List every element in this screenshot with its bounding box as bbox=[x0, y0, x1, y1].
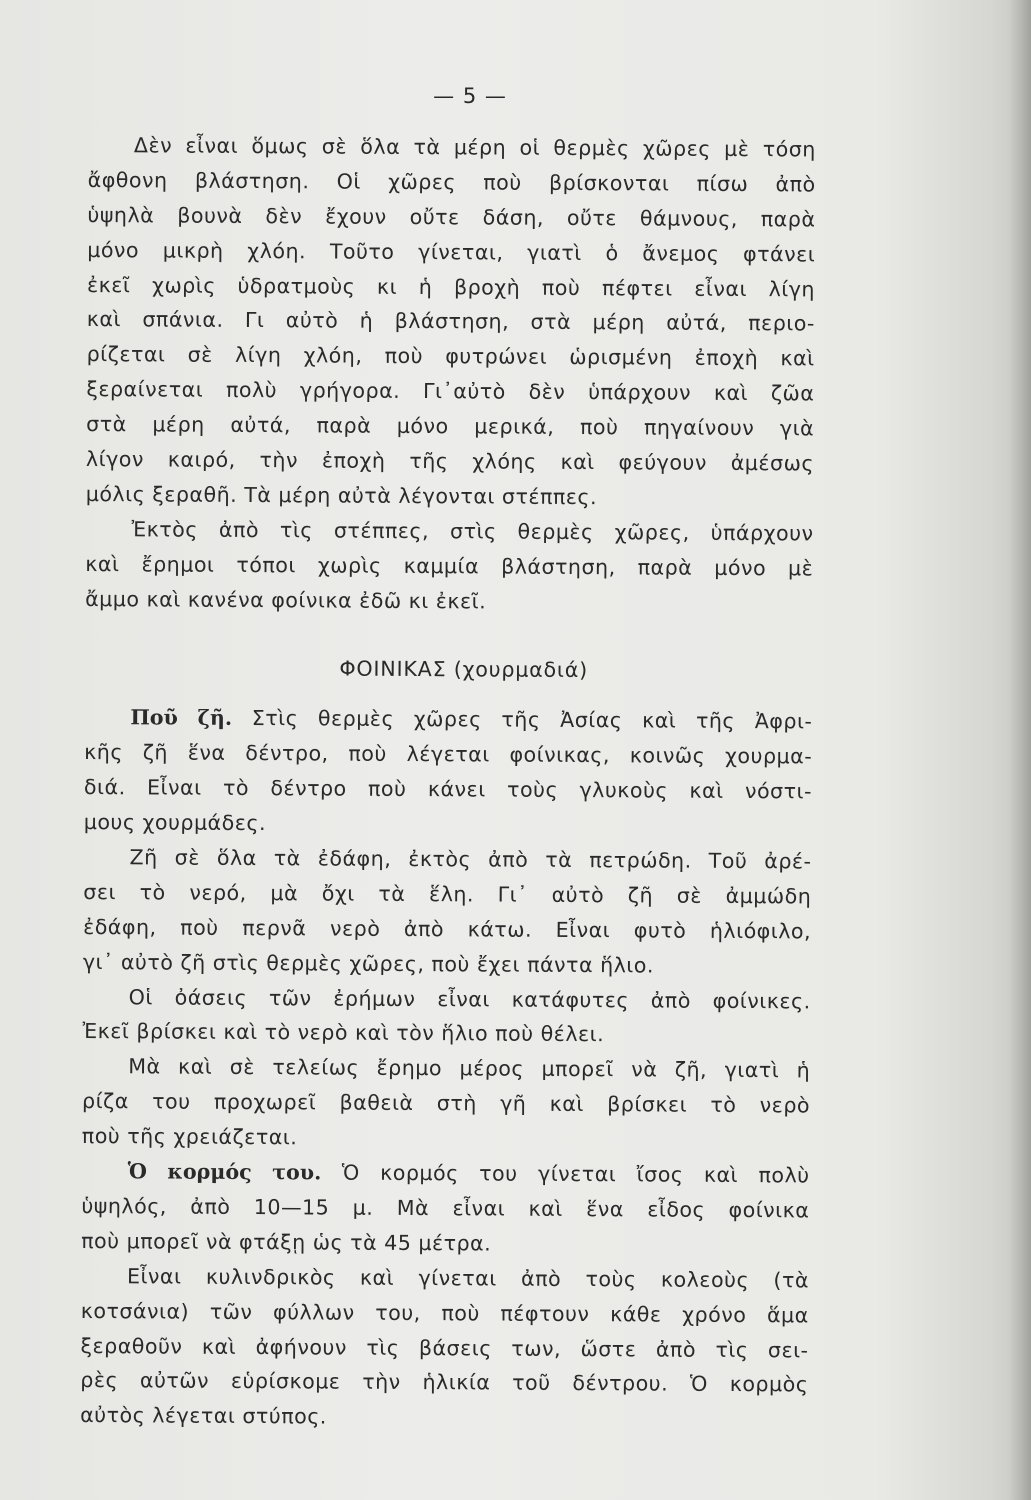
text-line: Εἶναι κυλινδρικὸς καὶ γίνεται ἀπὸ τοὺς κολεοὺς (τὰ bbox=[126, 1263, 810, 1293]
run-in-heading: Ποῦ ζῆ. bbox=[130, 705, 233, 731]
page-number: — 5 — bbox=[433, 84, 507, 108]
text-line: ποὺ τῆς χρειάζεται. bbox=[81, 1124, 298, 1150]
text-line: Ἐκεῖ βρίσκει καὶ τὸ νερὸ καὶ τὸν ἥλιο ποὺ θέλει. bbox=[82, 1019, 605, 1047]
section-heading: ΦΟΙΝΙΚΑΣ (χουρμαδιά) bbox=[339, 657, 589, 683]
text-line: λίγον καιρό, τὴν ἐποχὴ τῆς χλόης καὶ φεύγουν ἀμέσως bbox=[85, 447, 815, 476]
text-line: κῆς ζῆ ἕνα δέντρο, ποὺ λέγεται φοίνικας, κοινῶς χουρμα- bbox=[84, 740, 813, 769]
text-line: ξεραίνεται πολὺ γρήγορα. Γι᾽αὐτὸ δὲν ὑπάρχουν καὶ ζῶα bbox=[86, 377, 815, 406]
text-line: ξεραθοῦν καὶ ἀφήνουν τὶς βάσεις των, ὥστε ἀπὸ τὶς σει- bbox=[80, 1333, 809, 1362]
text-line: ἄφθονη βλάστηση. Οἱ χῶρες ποὺ βρίσκονται πίσω ἀπὸ bbox=[87, 167, 816, 197]
text-line: καὶ σπάνια. Γι αὐτὸ ἡ βλάστηση, στὰ μέρη αὐτά, περιο- bbox=[86, 307, 815, 336]
text-line: μους χουρμάδες. bbox=[83, 810, 267, 836]
text-line: ἐδάφη, ποὺ περνᾶ νερὸ ἀπὸ κάτω. Εἶναι φυτὸ ἡλιόφιλο, bbox=[83, 914, 812, 944]
text-line: ὑψηλὰ βουνὰ δὲν ἔχουν οὔτε δάση, οὔτε θάμνους, παρὰ bbox=[87, 202, 816, 232]
text-line: στὰ μέρη αὐτά, παρὰ μόνο μερικά, ποὺ πηγαίνουν γιὰ bbox=[86, 412, 815, 441]
text-line-content: Ὁ κορμός του γίνεται ἴσος καὶ πολὺ bbox=[341, 1160, 810, 1188]
text-line: διά. Εἶναι τὸ δέντρο ποὺ κάνει τοὺς γλυκοὺς καὶ νόστι- bbox=[83, 775, 813, 804]
text-line: μόνο μικρὴ χλόη. Τοῦτο γίνεται, γιατὶ ὁ ἄνεμος φτάνει bbox=[87, 237, 816, 267]
text-line: ὑψηλός, ἀπὸ 10—15 μ. Μὰ εἶναι καὶ ἕνα εἶδος φοίνικα bbox=[81, 1193, 810, 1223]
text-line: κοτσάνια) τῶν φύλλων του, ποὺ πέφτουν κάθε χρόνο ἅμα bbox=[80, 1298, 809, 1328]
body-text bbox=[80, 128, 816, 1438]
text-line: αὐτὸς λέγεται στύπος. bbox=[80, 1403, 327, 1429]
text-line bbox=[82, 1154, 810, 1193]
text-line: καὶ ἔρημοι τόποι χωρὶς καμμία βλάστηση, παρὰ μόνο μὲ bbox=[85, 551, 814, 581]
text-line-content: Στὶς θερμὲς χῶρες τῆς Ἀσίας καὶ τῆς Ἀφρι- bbox=[251, 706, 813, 734]
text-line: ἐκεῖ χωρὶς ὑδρατμοὺς κι ἡ βροχὴ ποὺ πέφτει εἶναι λίγη bbox=[86, 272, 816, 302]
text-line: Μὰ καὶ σὲ τελείως ἔρημο μέρος μπορεῖ νὰ ζῆ, γιατὶ ἡ bbox=[128, 1054, 811, 1083]
text-line: σει τὸ νερό, μὰ ὄχι τὰ ἕλη. Γι᾽ αὐτὸ ζῆ σὲ ἀμμώδη bbox=[83, 879, 812, 909]
text-line: Ἐκτὸς ἀπὸ τὶς στέππες, στὶς θερμὲς χῶρες, ὑπάρχουν bbox=[131, 517, 814, 546]
text-line: Ζῆ σὲ ὅλα τὰ ἐδάφη, ἐκτὸς ἀπὸ τὰ πετρώδη. Τοῦ ἀρέ- bbox=[129, 845, 812, 874]
page-edge-shadow bbox=[1009, 0, 1031, 1500]
text-line: ρίζα του προχωρεῖ βαθειὰ στὴ γῆ καὶ βρίσκει τὸ νερὸ bbox=[81, 1089, 811, 1118]
text-line: γι᾽ αὐτὸ ζῆ στὶς θερμὲς χῶρες, ποὺ ἔχει πάντα ἥλιο. bbox=[82, 949, 655, 978]
text-line bbox=[84, 700, 812, 739]
text-line: ἄμμο καὶ κανένα φοίνικα ἐδῶ κι ἐκεῖ. bbox=[85, 586, 487, 614]
text-line: ρὲς αὐτῶν εὑρίσκομε τὴν ἡλικία τοῦ δέντρου. Ὁ κορμὸς bbox=[80, 1368, 809, 1397]
text-line: μόλις ξεραθῆ. Τὰ μέρη αὐτὰ λέγονται στέππες. bbox=[85, 481, 598, 510]
text-line: Δὲν εἶναι ὅμως σὲ ὅλα τὰ μέρη οἱ θερμὲς χῶρες μὲ τόση bbox=[133, 133, 816, 162]
text-line: ρίζεται σὲ λίγη χλόη, ποὺ φυτρώνει ὡρισμένη ἐποχὴ καὶ bbox=[86, 342, 815, 371]
text-line: Οἱ ὀάσεις τῶν ἐρήμων εἶναι κατάφυτες ἀπὸ φοίνικες. bbox=[128, 984, 811, 1014]
text-line: ποὺ μπορεῖ νὰ φτάξῃ ὡς τὰ 45 μέτρα. bbox=[81, 1228, 492, 1256]
run-in-heading: Ὁ κορμός του. bbox=[127, 1159, 322, 1185]
